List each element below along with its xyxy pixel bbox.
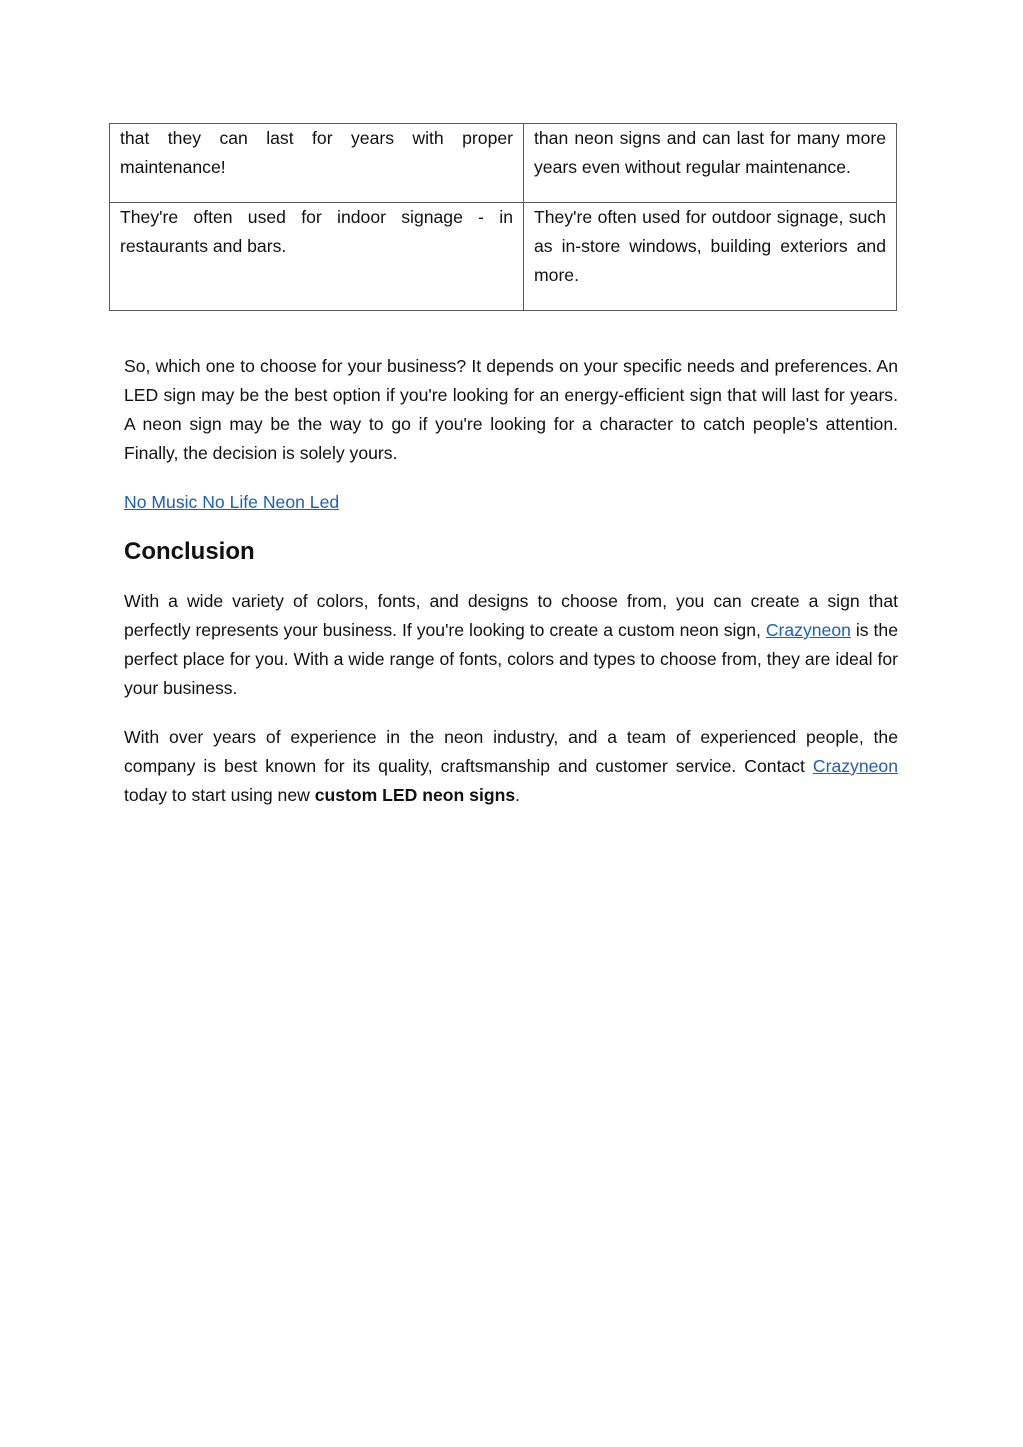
table-cell-led: They're often used for indoor signage - in restaurants and bars. [110,203,524,311]
table-cell-neon: They're often used for outdoor signage, such as in-store windows, building exteriors and more. [524,203,897,311]
table-cell-led: that they can last for years with proper maintenance! [110,124,524,203]
table-row [110,124,897,203]
conclusion-paragraph-2 [124,723,898,810]
custom-led-neon-signs-bold: custom LED neon signs [314,785,516,805]
conclusion-p1-text-end: is the perfect place for you. With a wide range of fonts, colors and types to choose from, they are ideal for your business. [124,620,898,698]
conclusion-p2-text-end: . [515,785,521,805]
conclusion-paragraph-1 [124,587,898,703]
table-cell-neon: than neon signs and can last for many more years even without regular maintenance. [524,124,897,203]
crazyneon-link[interactable]: Crazyneon [765,620,851,640]
comparison-table [109,123,897,311]
body-content [124,352,898,830]
table-row [110,203,897,311]
no-music-no-life-link[interactable]: No Music No Life Neon Led [124,492,340,512]
conclusion-p2-text-start: With over years of experience in the neon industry, and a team of experienced people, the company is best known for its quality, craftsmanship and customer service. Contact [124,727,898,776]
crazyneon-contact-link[interactable]: Crazyneon [812,756,898,776]
conclusion-p1-text-start: With a wide variety of colors, fonts, and designs to choose from, you can create a sign that perfectly represents your business. If you're looking to create a custom neon sign, [124,591,898,640]
choice-paragraph: So, which one to choose for your business? It depends on your specific needs and preferences. An LED sign may be the best option if you're looking for an energy-efficient sign that will last for years. A neon sign may be the way to go if you're looking for a character to catch people's attention. Finally, the decision is solely yours. [124,356,898,463]
conclusion-heading: Conclusion [124,538,255,565]
link-paragraph [124,488,898,517]
conclusion-p2-text-middle: today to start using new [124,785,315,805]
